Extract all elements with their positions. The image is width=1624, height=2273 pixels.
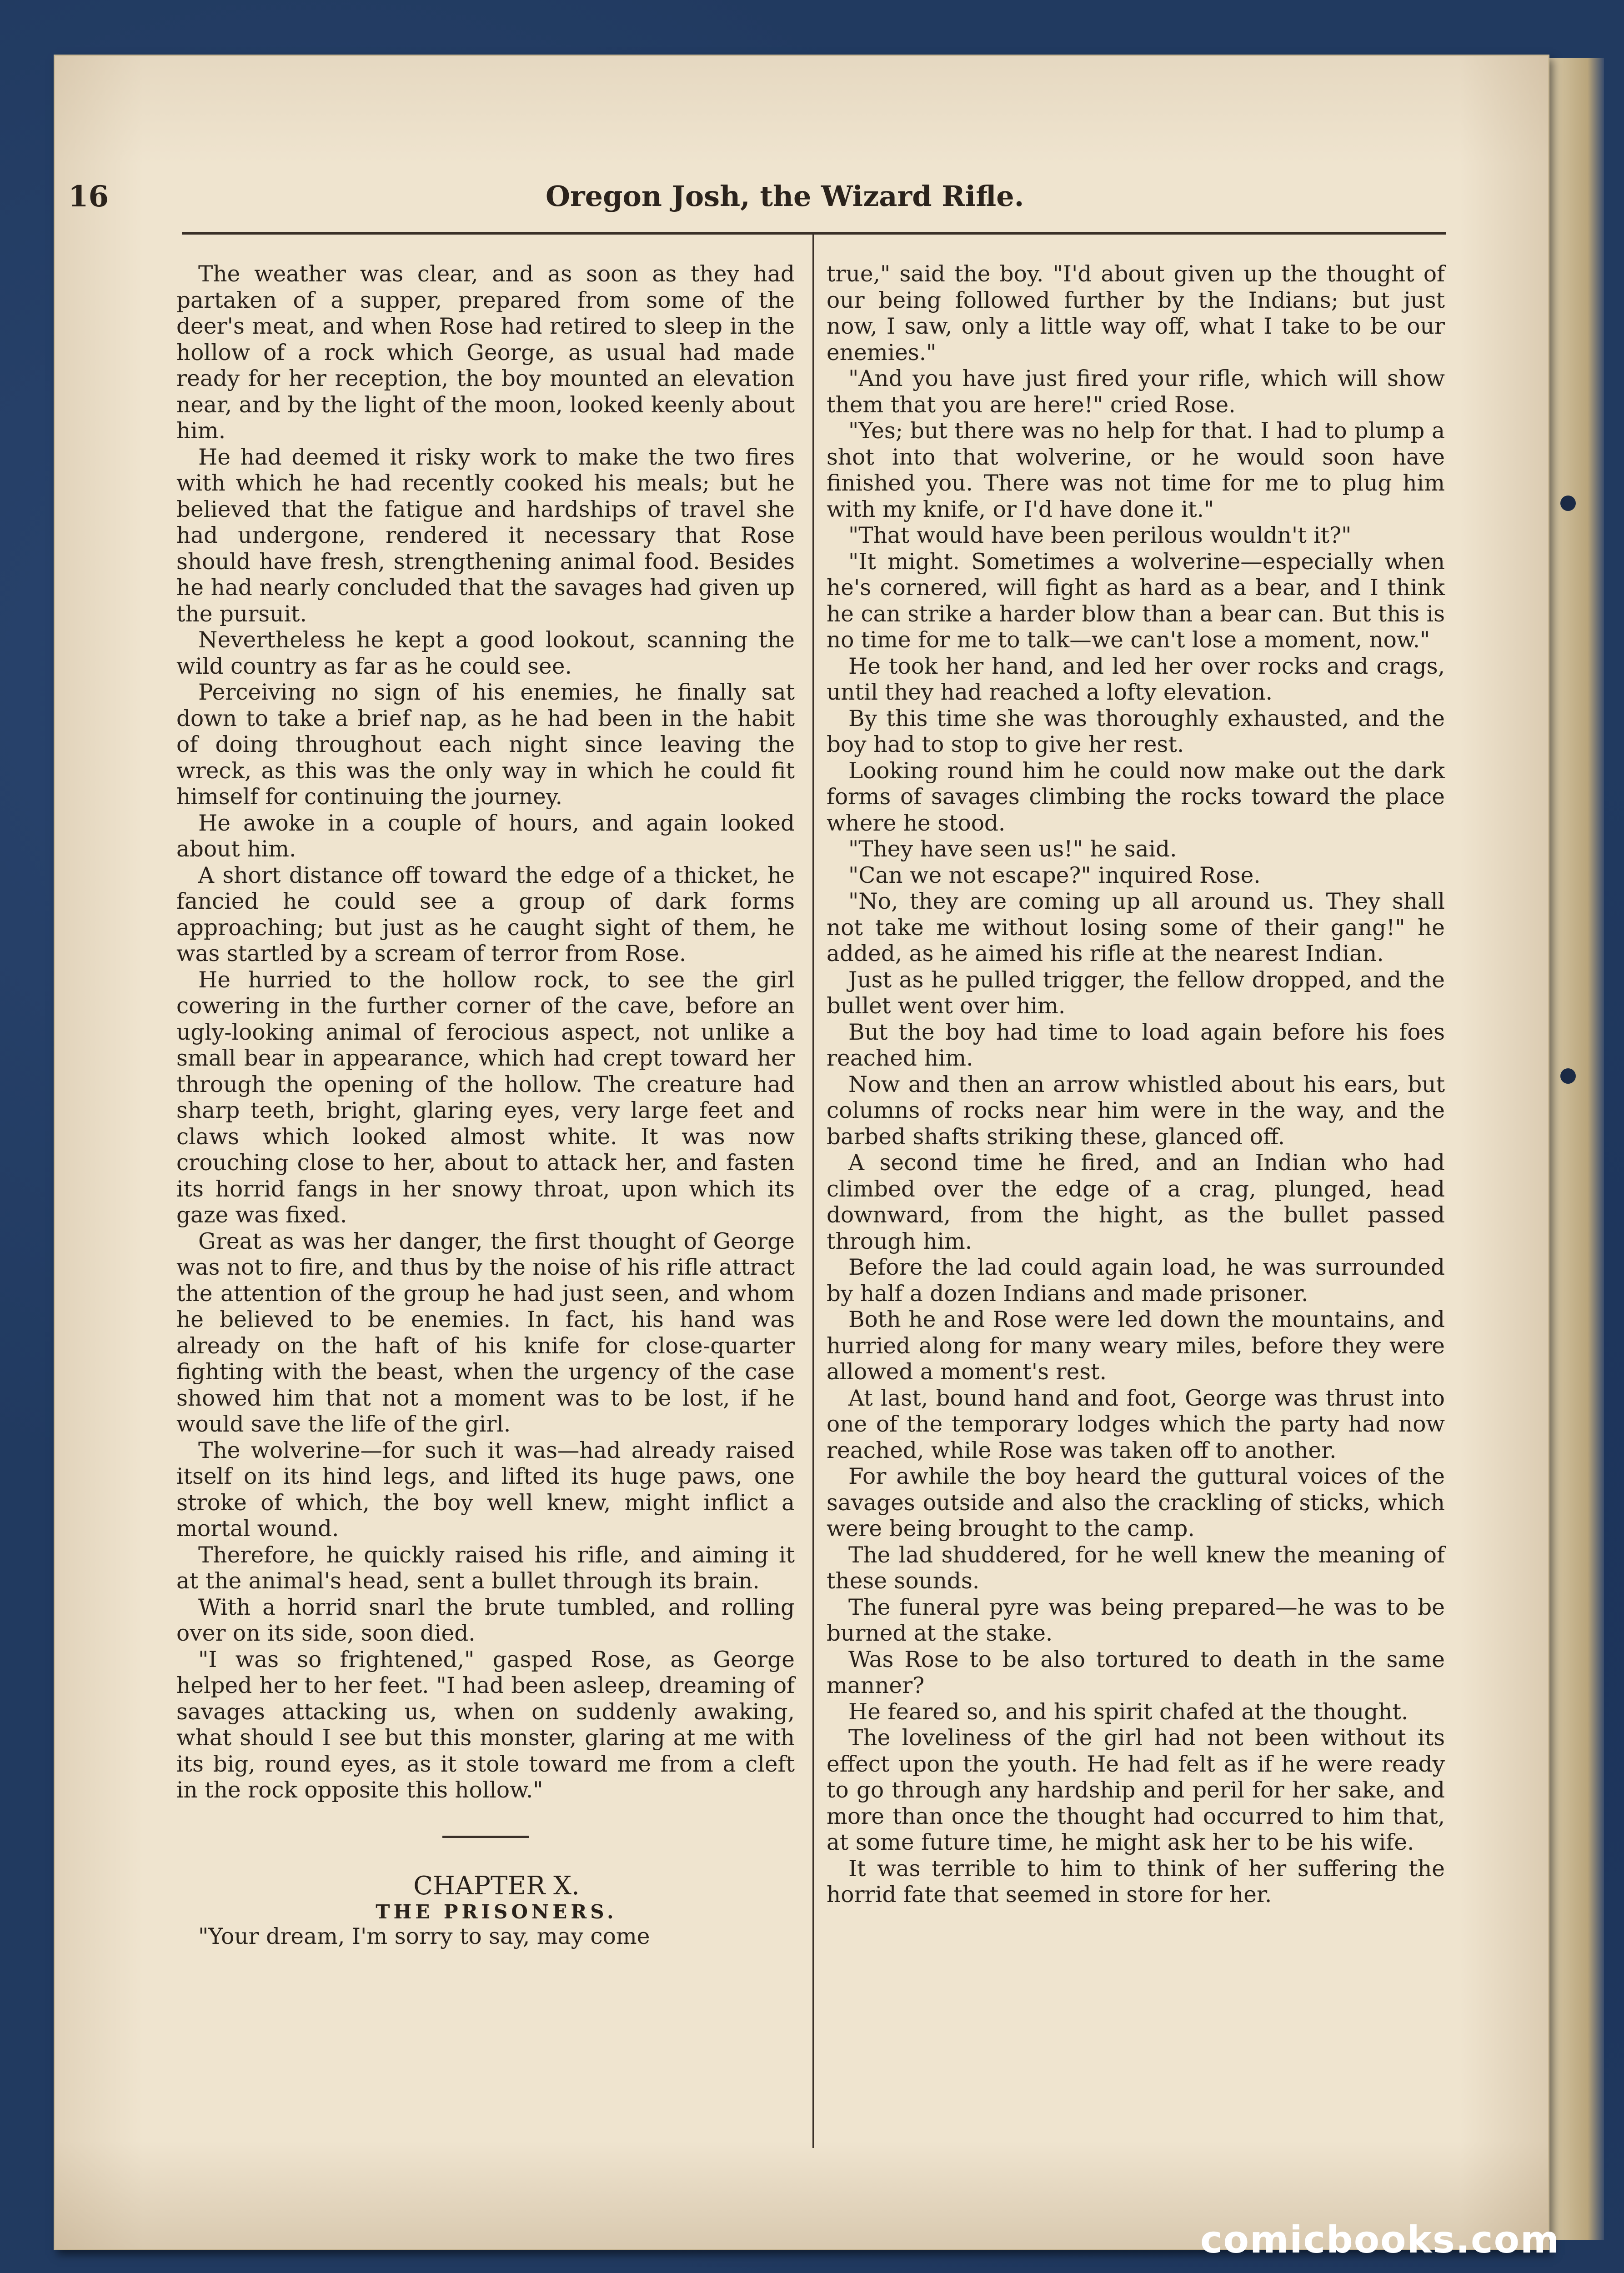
paragraph: "It might. Sometimes a wolverine—especially when he's cornered, will fight as hard as a bear, and I think he can strike a harder blow than a bear can. But this is no time for me to talk—we can't lose a moment, now." bbox=[827, 549, 1445, 653]
paragraph: "No, they are coming up all around us. They shall not take me without losing some of their gang!" he added, as he aimed his rifle at the nearest Indian. bbox=[827, 889, 1445, 966]
binding-hole bbox=[1560, 1068, 1576, 1084]
paragraph: With a horrid snarl the brute tumbled, and rolling over on its side, soon died. bbox=[176, 1594, 795, 1646]
chapter-subtitle: THE PRISONERS. bbox=[376, 1900, 617, 1923]
paragraph: For awhile the boy heard the guttural voices of the savages outside and also the crackling of sticks, which were being brought to the camp. bbox=[827, 1464, 1445, 1542]
right-column bbox=[827, 261, 1445, 1908]
paragraph: Perceiving no sign of his enemies, he finally sat down to take a brief nap, as he had been in the habit of doing throughout each night since leaving the wreck, as this was the only way in which he could fit himself for continuing the journey. bbox=[176, 680, 795, 810]
paragraph: Both he and Rose were led down the mountains, and hurried along for many weary miles, before they were allowed a moment's rest. bbox=[827, 1307, 1445, 1385]
paragraph: The lad shuddered, for he well knew the meaning of these sounds. bbox=[827, 1542, 1445, 1594]
chapter-title: CHAPTER X. bbox=[413, 1871, 580, 1901]
chapter-rule bbox=[442, 1836, 529, 1838]
paragraph: Just as he pulled trigger, the fellow dropped, and the bullet went over him. bbox=[827, 967, 1445, 1019]
paragraph: "Yes; but there was no help for that. I had to plump a shot into that wolverine, or he would soon have finished you. There was not time for me to plug him with my knife, or I'd have done it." bbox=[827, 418, 1445, 522]
paragraph: "They have seen us!" he said. bbox=[848, 836, 1177, 862]
paragraph: Was Rose to be also tortured to death in the same manner? bbox=[827, 1647, 1445, 1698]
paragraph: The wolverine—for such it was—had already raised itself on its hind legs, and lifted its huge paws, one stroke of which, the boy well knew, might inflict a mortal wound. bbox=[176, 1437, 795, 1542]
paragraph: "That would have been perilous wouldn't it?" bbox=[848, 523, 1352, 548]
chapter-opening: "Your dream, I'm sorry to say, may come bbox=[198, 1923, 650, 1949]
paragraph: Therefore, he quickly raised his rifle, and aiming it at the animal's head, sent a bullet through its brain. bbox=[176, 1542, 795, 1594]
paragraph: He had deemed it risky work to make the two fires with which he had recently cooked his meals; but he believed that the fatigue and hardships of travel she had undergone, rendered it necessary that Rose should have fresh, strengthening animal food. Besides he had nearly concluded that the savages had given up the pursuit. bbox=[176, 444, 795, 627]
paragraph: Now and then an arrow whistled about his ears, but columns of rocks near him were in the way, and the barbed shafts striking these, glanced off. bbox=[827, 1071, 1445, 1150]
left-column bbox=[176, 261, 795, 1950]
running-title: Oregon Josh, the Wizard Rifle. bbox=[546, 180, 1024, 213]
paragraph: The funeral pyre was being prepared—he was to be burned at the stake. bbox=[827, 1594, 1445, 1646]
paragraph: At last, bound hand and foot, George was thrust into one of the temporary lodges which the party had now reached, while Rose was taken off to another. bbox=[827, 1385, 1445, 1463]
paragraph: But the boy had time to load again before his foes reached him. bbox=[827, 1019, 1445, 1071]
paragraph: "Can we not escape?" inquired Rose. bbox=[848, 862, 1261, 888]
paragraph: He hurried to the hollow rock, to see the girl cowering in the further corner of the cave, before an ugly-looking animal of ferocious aspect, not unlike a small bear in appearance, which had crept toward her through the opening of the hollow. The creature had sharp teeth, bright, glaring eyes, very large feet and claws which looked almost white. It was now crouching close to her, about to attack her, and fasten its horrid fangs in her snowy throat, upon which its gaze was fixed. bbox=[176, 967, 795, 1228]
paragraph: "And you have just fired your rifle, which will show them that you are here!" cried Rose. bbox=[827, 366, 1445, 418]
paragraph: The weather was clear, and as soon as they had partaken of a supper, prepared from some of the deer's meat, and when Rose had retired to sleep in the hollow of a rock which George, as usual had made ready for her reception, the boy mounted an elevation near, and by the light of the moon, looked keenly about him. bbox=[176, 261, 795, 444]
binding-hole bbox=[1560, 496, 1576, 511]
paragraph: A second time he fired, and an Indian who had climbed over the edge of a crag, plunged, head downward, from the hight, as the bullet passed through him. bbox=[827, 1150, 1445, 1254]
paragraph: Nevertheless he kept a good lookout, scanning the wild country as far as he could see. bbox=[176, 627, 795, 679]
column-divider bbox=[812, 234, 814, 2148]
paragraph: By this time she was thoroughly exhausted, and the boy had to stop to give her rest. bbox=[827, 706, 1445, 757]
paragraph: Before the lad could again load, he was surrounded by half a dozen Indians and made prisoner. bbox=[827, 1255, 1445, 1307]
paragraph: Looking round him he could now make out the dark forms of savages climbing the rocks toward the place where he stood. bbox=[827, 758, 1445, 836]
paragraph: The loveliness of the girl had not been without its effect upon the youth. He had felt as if he were ready to go through any hardship and peril for her sake, and more than once the thought had occurred to him that, at some future time, he might ask her to be his wife. bbox=[827, 1725, 1445, 1855]
paragraph: A short distance off toward the edge of a thicket, he fancied he could see a group of dark forms approaching; but just as he caught sight of them, he was startled by a scream of terror from Rose. bbox=[176, 862, 795, 966]
watermark: comicbooks.com bbox=[1200, 2218, 1560, 2262]
paragraph: "I was so frightened," gasped Rose, as George helped her to her feet. "I had been asleep, dreaming of savages attacking us, when on suddenly awaking, what should I see but this monster, glaring at me with its big, round eyes, as it stole toward me from a cleft in the rock opposite this hollow." bbox=[176, 1647, 795, 1803]
paragraph: true," said the boy. "I'd about given up the thought of our being followed further by the Indians; but just now, I saw, only a little way off, what I take to be our enemies." bbox=[827, 261, 1445, 365]
paragraph: He awoke in a couple of hours, and again looked about him. bbox=[176, 810, 795, 862]
paragraph: He took her hand, and led her over rocks and crags, until they had reached a lofty elevation. bbox=[827, 653, 1445, 705]
page-edge bbox=[1549, 58, 1604, 2240]
paragraph: It was terrible to him to think of her suffering the horrid fate that seemed in store for her. bbox=[827, 1856, 1445, 1908]
paragraph: He feared so, and his spirit chafed at the thought. bbox=[848, 1699, 1408, 1725]
paragraph: Great as was her danger, the first thought of George was not to fire, and thus by the noise of his rifle attract the attention of the group he had just seen, and whom he believed to be enemies. In fact, his hand was already on the haft of his knife for close-quarter fighting with the beast, when the urgency of the case showed him that not a moment was to be lost, if he would save the life of the girl. bbox=[176, 1228, 795, 1437]
page-number: 16 bbox=[68, 180, 109, 214]
